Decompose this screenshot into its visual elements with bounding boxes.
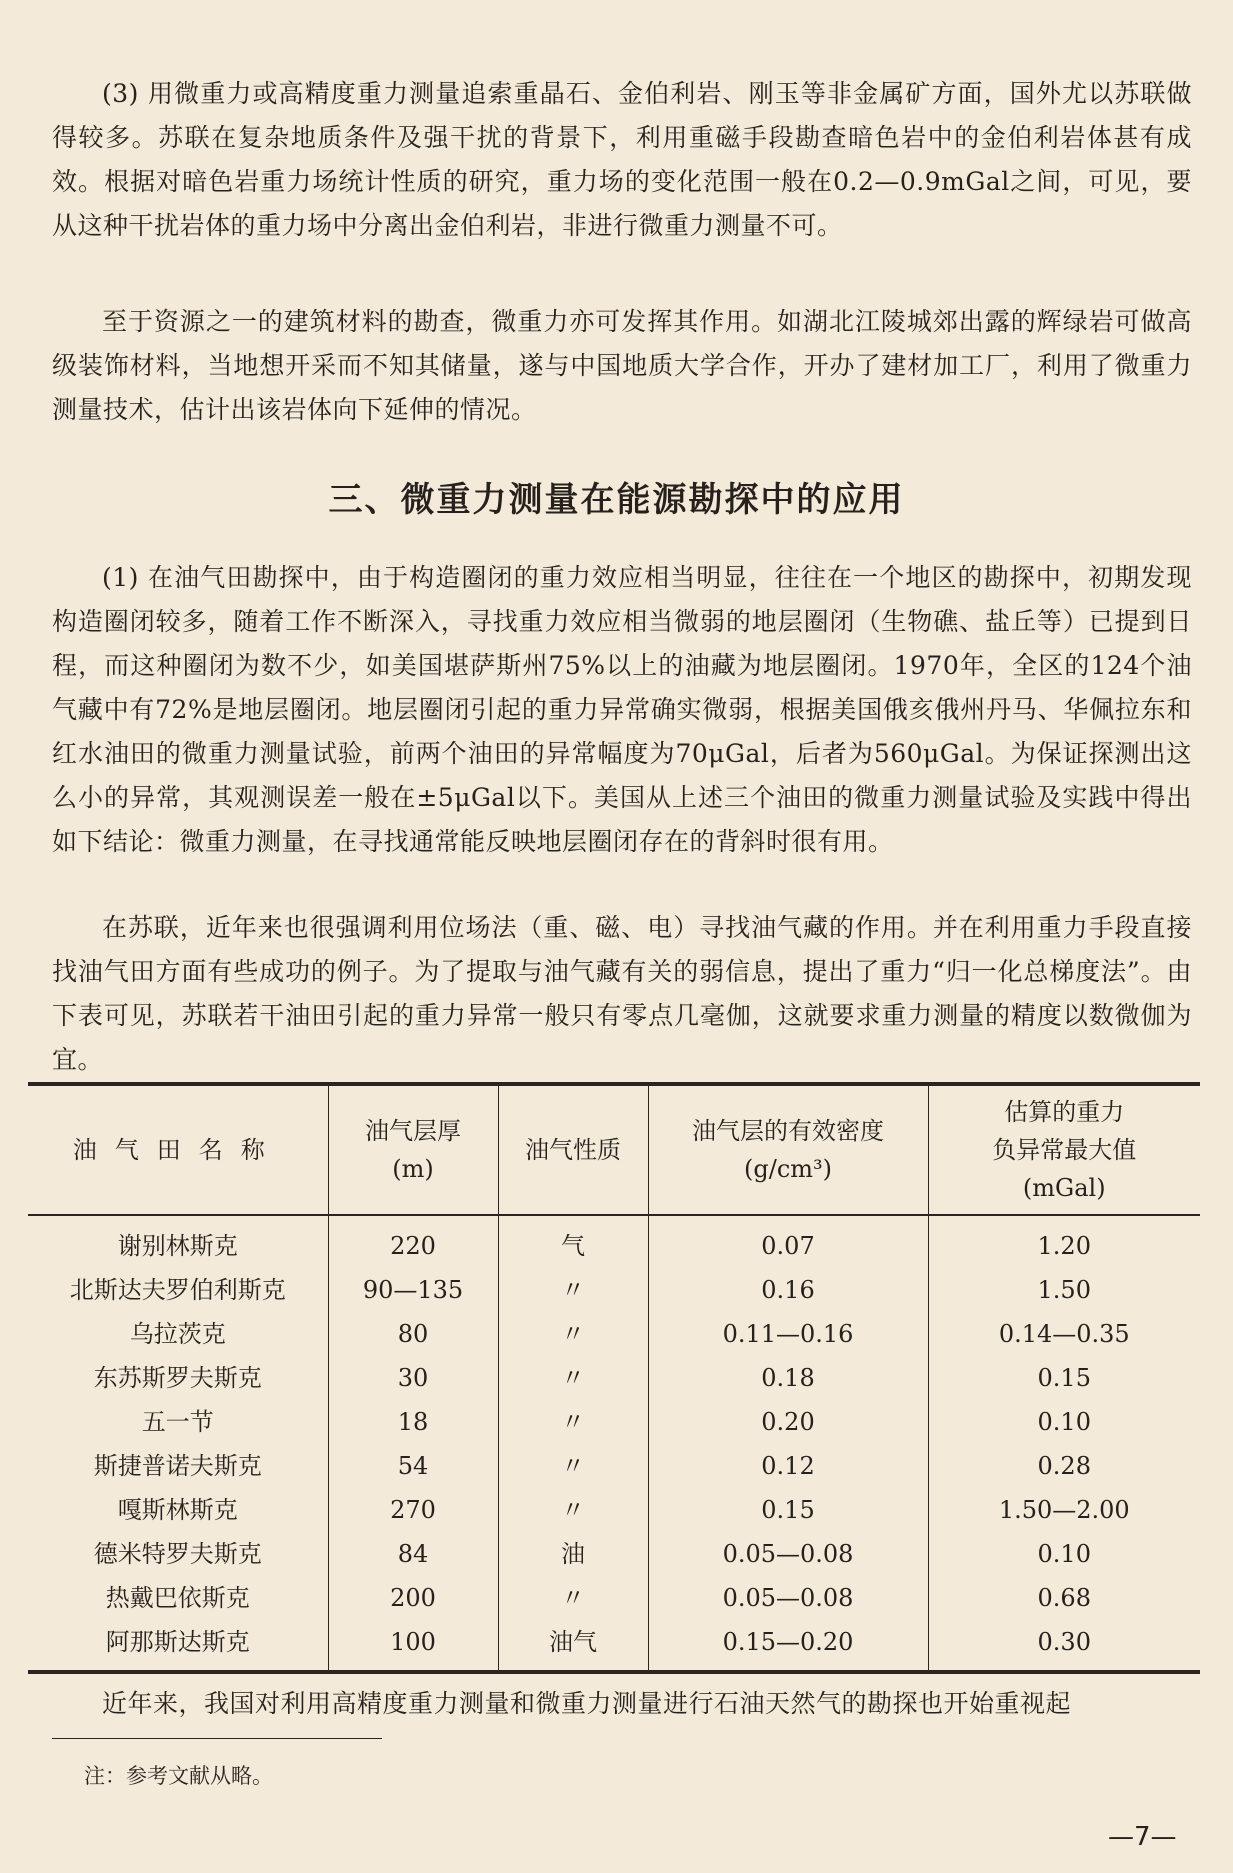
cell-thickness: 18 (328, 1400, 498, 1444)
table-row (28, 1620, 1200, 1672)
table-row (28, 1215, 1200, 1268)
cell-density: 0.15—0.20 (648, 1620, 928, 1672)
cell-name: 东苏斯罗夫斯克 (93, 1364, 262, 1392)
cell-name: 嘎斯林斯克 (117, 1496, 238, 1524)
cell-density: 0.15 (648, 1488, 928, 1532)
paragraph: 在苏联，近年来也很强调利用位场法（重、磁、电）寻找油气藏的作用。并在利用重力手段直接找油气田方面有些成功的例子。为了提取与油气藏有关的弱信息，提出了重力“归一化总梯度法”。由下表可见，苏联若干油田引起的重力异常一般只有零点几毫伽，这就要求重力测量的精度以数微伽为宜。 (52, 913, 1192, 1074)
header-anomaly: 估算的重力 负异常最大值 (mGal) (928, 1084, 1200, 1215)
cell-name: 德米特罗夫斯克 (93, 1540, 262, 1568)
paragraph-soviet-methods (52, 906, 1192, 1082)
paragraph-nonmetal-minerals (52, 72, 1192, 248)
cell-anomaly: 0.15 (928, 1356, 1200, 1400)
table-row (28, 1356, 1200, 1400)
table-row (28, 1312, 1200, 1356)
cell-density: 0.05—0.08 (648, 1576, 928, 1620)
paragraph: 至于资源之一的建筑材料的勘查，微重力亦可发挥其作用。如湖北江陵城郊出露的辉绿岩可做高级装饰材料，当地想开采而不知其储量，遂与中国地质大学合作，开办了建材加工厂，利用了微重力测量技术，估计出该岩体向下延伸的情况。 (52, 307, 1192, 424)
cell-nature: 气 (498, 1215, 648, 1268)
cell-anomaly: 0.30 (928, 1620, 1200, 1672)
cell-nature: 〃 (498, 1576, 648, 1620)
header-nature: 油气性质 (498, 1084, 648, 1215)
paragraph-oil-gas-exploration (52, 556, 1192, 864)
table-row (28, 1576, 1200, 1620)
header-field-name: 油气田名称 (28, 1084, 328, 1215)
cell-thickness: 90—135 (328, 1268, 498, 1312)
cell-nature: 〃 (498, 1444, 648, 1488)
cell-name: 五一节 (141, 1408, 214, 1436)
cell-name: 北斯达夫罗伯利斯克 (69, 1276, 286, 1304)
header-density: 油气层的有效密度 (g/cm³) (648, 1084, 928, 1215)
cell-thickness: 54 (328, 1444, 498, 1488)
cell-anomaly: 0.28 (928, 1444, 1200, 1488)
cell-nature: 〃 (498, 1356, 648, 1400)
cell-density: 0.07 (648, 1215, 928, 1268)
cell-density: 0.18 (648, 1356, 928, 1400)
cell-anomaly: 1.20 (928, 1215, 1200, 1268)
cell-density: 0.16 (648, 1268, 928, 1312)
cell-nature: 油气 (498, 1620, 648, 1672)
cell-density: 0.11—0.16 (648, 1312, 928, 1356)
cell-anomaly: 0.14—0.35 (928, 1312, 1200, 1356)
cell-anomaly: 1.50 (928, 1268, 1200, 1312)
cell-anomaly: 0.10 (928, 1532, 1200, 1576)
cell-thickness: 220 (328, 1215, 498, 1268)
header-thickness: 油气层厚 (m) (328, 1084, 498, 1215)
cell-name: 乌拉茨克 (129, 1320, 226, 1348)
cell-anomaly: 0.68 (928, 1576, 1200, 1620)
cell-nature: 〃 (498, 1400, 648, 1444)
paragraph-building-materials (52, 300, 1192, 432)
cell-name: 热戴巴依斯克 (105, 1584, 250, 1612)
cell-nature: 〃 (498, 1312, 648, 1356)
table-row (28, 1400, 1200, 1444)
cell-nature: 〃 (498, 1268, 648, 1312)
section-heading: 三、微重力测量在能源勘探中的应用 (328, 480, 905, 520)
cell-thickness: 100 (328, 1620, 498, 1672)
page-number: —7— (1108, 1822, 1177, 1852)
cell-thickness: 80 (328, 1312, 498, 1356)
cell-thickness: 270 (328, 1488, 498, 1532)
footnote-divider (52, 1738, 382, 1739)
cell-density: 0.12 (648, 1444, 928, 1488)
paragraph-china-exploration (52, 1682, 1192, 1726)
oilfield-gravity-table (28, 1082, 1200, 1674)
footnote: 注：参考文献从略。 (84, 1764, 273, 1788)
paragraph: 近年来，我国对利用高精度重力测量和微重力测量进行石油天然气的勘探也开始重视起 (102, 1689, 1072, 1718)
table-row (28, 1444, 1200, 1488)
cell-name: 阿那斯达斯克 (28, 1620, 328, 1672)
cell-density: 0.20 (648, 1400, 928, 1444)
paragraph: (1) 在油气田勘探中，由于构造圈闭的重力效应相当明显，往往在一个地区的勘探中，初期发现构造圈闭较多，随着工作不断深入，寻找重力效应相当微弱的地层圈闭（生物礁、盐丘等）已提到日程，而这种圈闭为数不少，如美国堪萨斯州75%以上的油藏为地层圈闭。1970年，全区的124个油气藏中有72%是地层圈闭。地层圈闭引起的重力异常确实微弱，根据美国俄亥俄州丹马、华佩拉东和红水油田的微重力测量试验，前两个油田的异常幅度为70μGal，后者为560μGal。为保证探测出这么小的异常，其观测误差一般在±5μGal以下。美国从上述三个油田的微重力测量试验及实践中得出如下结论：微重力测量，在寻找通常能反映地层圈闭存在的背斜时很有用。 (52, 563, 1192, 856)
cell-nature: 油 (498, 1532, 648, 1576)
cell-thickness: 200 (328, 1576, 498, 1620)
table-row (28, 1488, 1200, 1532)
table-row (28, 1268, 1200, 1312)
cell-name: 斯捷普诺夫斯克 (93, 1452, 262, 1480)
cell-thickness: 84 (328, 1532, 498, 1576)
cell-name: 谢别林斯克 (117, 1232, 238, 1260)
paragraph: (3) 用微重力或高精度重力测量追索重晶石、金伯利岩、刚玉等非金属矿方面，国外尤以苏联做得较多。苏联在复杂地质条件及强干扰的背景下，利用重磁手段勘查暗色岩中的金伯利岩体甚有成效。根据对暗色岩重力场统计性质的研究，重力场的变化范围一般在0.2—0.9mGal之间，可见，要从这种干扰岩体的重力场中分离出金伯利岩，非进行微重力测量不可。 (52, 79, 1192, 240)
cell-thickness: 30 (328, 1356, 498, 1400)
cell-anomaly: 0.10 (928, 1400, 1200, 1444)
cell-density: 0.05—0.08 (648, 1532, 928, 1576)
cell-anomaly: 1.50—2.00 (928, 1488, 1200, 1532)
cell-nature: 〃 (498, 1488, 648, 1532)
table-row (28, 1532, 1200, 1576)
table-header-row (28, 1084, 1200, 1215)
